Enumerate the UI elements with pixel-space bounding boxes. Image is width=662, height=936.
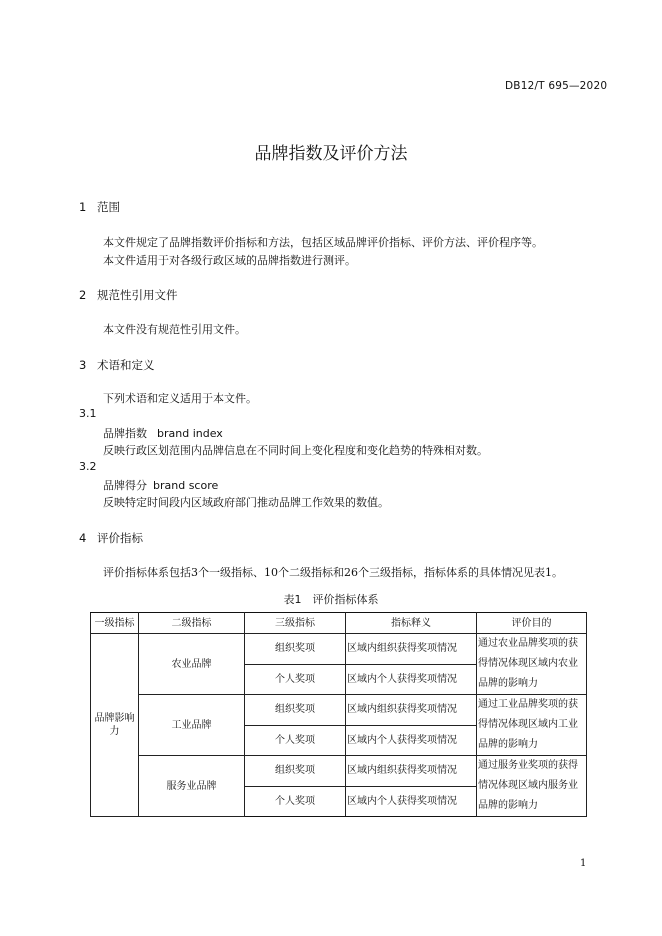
document-title: 品牌指数及评价方法	[254, 144, 408, 164]
page-number: 1	[580, 858, 587, 869]
table-caption: 表1 评价指标体系	[283, 593, 379, 606]
term-number: 3.2	[79, 460, 97, 473]
purpose-cell: 通过农业品牌奖项的获得情况体现区域内农业品牌的影响力	[477, 634, 587, 695]
column-header: 指标释义	[346, 613, 477, 634]
paragraph: 本文件规定了品牌指数评价指标和方法，包括区域品牌评价指标、评价方法、评价程序等。	[103, 236, 543, 249]
paragraph: 下列术语和定义适用于本文件。	[103, 392, 257, 405]
section-title: 评价指标	[97, 531, 143, 545]
meaning-cell: 区域内个人获得奖项情况	[346, 786, 477, 817]
indicator-table	[90, 612, 587, 817]
section-4-heading	[79, 530, 143, 546]
table-row	[91, 756, 587, 787]
section-number: 4	[79, 531, 87, 545]
table-row	[91, 634, 587, 665]
column-header: 三级指标	[245, 613, 346, 634]
section-2-heading	[79, 287, 178, 303]
section-3-heading	[79, 357, 155, 373]
paragraph: 本文件没有规范性引用文件。	[103, 323, 246, 336]
term-heading	[103, 425, 223, 441]
term-heading	[103, 477, 218, 493]
paragraph: 本文件适用于对各级行政区域的品牌指数进行测评。	[103, 254, 356, 267]
term-definition: 反映行政区划范围内品牌信息在不同时间上变化程度和变化趋势的特殊相对数。	[103, 444, 488, 457]
section-1-heading	[79, 199, 120, 215]
section-title: 术语和定义	[97, 358, 155, 372]
meaning-cell: 区域内组织获得奖项情况	[346, 695, 477, 726]
level1-cell: 品牌影响力	[91, 634, 139, 817]
column-header: 一级指标	[91, 613, 139, 634]
level3-cell: 个人奖项	[245, 664, 346, 695]
term-name: 品牌指数	[103, 427, 147, 440]
term-name: 品牌得分	[103, 479, 147, 492]
section-title: 规范性引用文件	[97, 288, 178, 302]
meaning-cell: 区域内组织获得奖项情况	[346, 756, 477, 787]
term-definition: 反映特定时间段内区域政府部门推动品牌工作效果的数值。	[103, 496, 389, 509]
level3-cell: 个人奖项	[245, 786, 346, 817]
term-english: brand index	[157, 427, 223, 440]
section-number: 3	[79, 358, 87, 372]
section-number: 1	[79, 200, 87, 214]
column-header: 评价目的	[477, 613, 587, 634]
meaning-cell: 区域内个人获得奖项情况	[346, 664, 477, 695]
purpose-cell: 通过服务业奖项的获得情况体现区域内服务业品牌的影响力	[477, 756, 587, 817]
level2-cell: 农业品牌	[139, 634, 245, 695]
level2-cell: 服务业品牌	[139, 756, 245, 817]
section-number: 2	[79, 288, 87, 302]
table-header-row	[91, 613, 587, 634]
purpose-cell: 通过工业品牌奖项的获得情况体现区域内工业品牌的影响力	[477, 695, 587, 756]
term-english: brand score	[153, 479, 219, 492]
meaning-cell: 区域内个人获得奖项情况	[346, 725, 477, 756]
level3-cell: 组织奖项	[245, 756, 346, 787]
document-code: DB12/T 695—2020	[505, 80, 608, 92]
paragraph: 评价指标体系包括3个一级指标、10个二级指标和26个三级指标，指标体系的具体情况见表1。	[103, 566, 563, 579]
term-number: 3.1	[79, 407, 97, 420]
table-row	[91, 695, 587, 726]
level3-cell: 个人奖项	[245, 725, 346, 756]
level2-cell: 工业品牌	[139, 695, 245, 756]
meaning-cell: 区域内组织获得奖项情况	[346, 634, 477, 665]
column-header: 二级指标	[139, 613, 245, 634]
level3-cell: 组织奖项	[245, 695, 346, 726]
level3-cell: 组织奖项	[245, 634, 346, 665]
section-title: 范围	[97, 200, 120, 214]
